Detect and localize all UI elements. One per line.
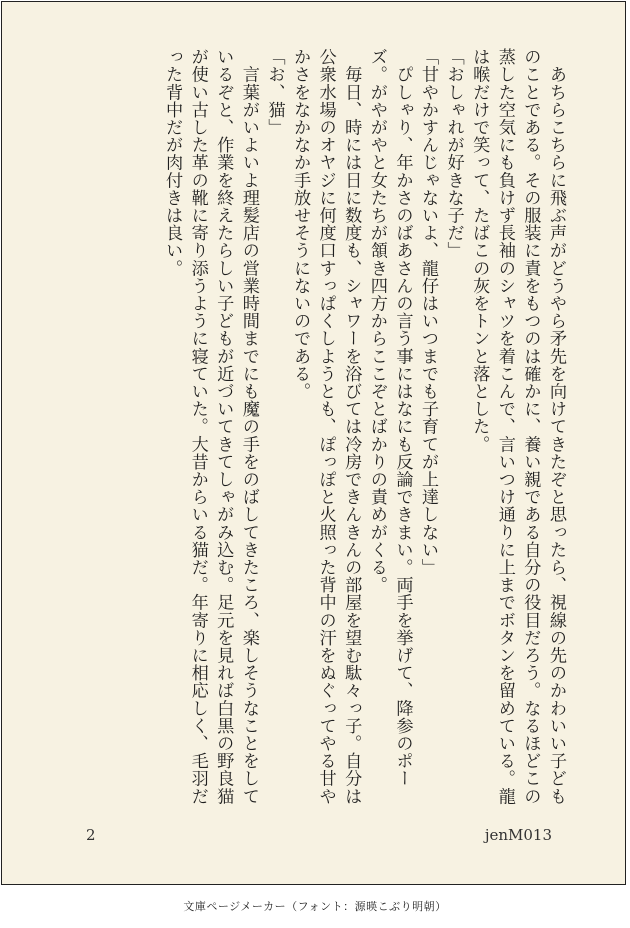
page-number: 2 <box>86 826 96 844</box>
vertical-text-body <box>56 48 568 808</box>
paragraph-3: 「甘やかすんじゃないよ、龍仔はいつまでも子育てが上達しない」 <box>418 48 439 576</box>
paragraph-6: 「お、猫」 <box>264 48 285 136</box>
paragraph-5: 毎日、時には日に数度も、シャワーを浴びては冷房できんきんの部屋を望む駄々っ子。自分は公衆水場のオヤジに何度口すっぱくしようとも、ぽっぽと火照った背中の汗をぬぐってやる甘やかさをなかなか手放せそうにないのである。 <box>290 48 362 805</box>
paragraph-2: 「おしゃれが好きな子だ」 <box>443 48 464 260</box>
paragraph-4: ぴしゃり、年かさのばあさんの言う事にはなにも反論できまい。両手を挙げて、降参のポーズ。がやがやと女たちが頷き四方からここぞとばかりの責めがくる。 <box>366 48 413 788</box>
author-id: jenM013 <box>484 826 552 844</box>
book-page <box>1 1 626 885</box>
paragraph-1: あちらこちらに飛ぶ声がどうやら矛先を向けてきたぞと思ったら、視線の先のかわいい子どものことである。その服装に責をもつのは確かに、養い親である自分の役目だろう。なるほどこの蒸した空気にも負けず長袖のシャツを着こんで、言いつけ通りに上までボタンを留めている。龍は喉だけで笑って、たばこの灰をトンと落とした。 <box>469 48 566 805</box>
generator-caption: 文庫ページメーカー（フォント：源暎こぶり明朝） <box>183 900 447 913</box>
paragraph-7: 言葉がいよいよ理髪店の営業時間までにも魔の手をのばしてきたころ、楽しそうなことをしているぞと、作業を終えたらしい子どもが近づいてきてしゃがみ込む。足元を見れば白黒の野良猫が使い古した革の靴に寄り添うように寝ていた。大昔からいる猫だ。年寄りに相応しく、毛羽だった背中だが肉付きは良い。 <box>162 48 259 805</box>
